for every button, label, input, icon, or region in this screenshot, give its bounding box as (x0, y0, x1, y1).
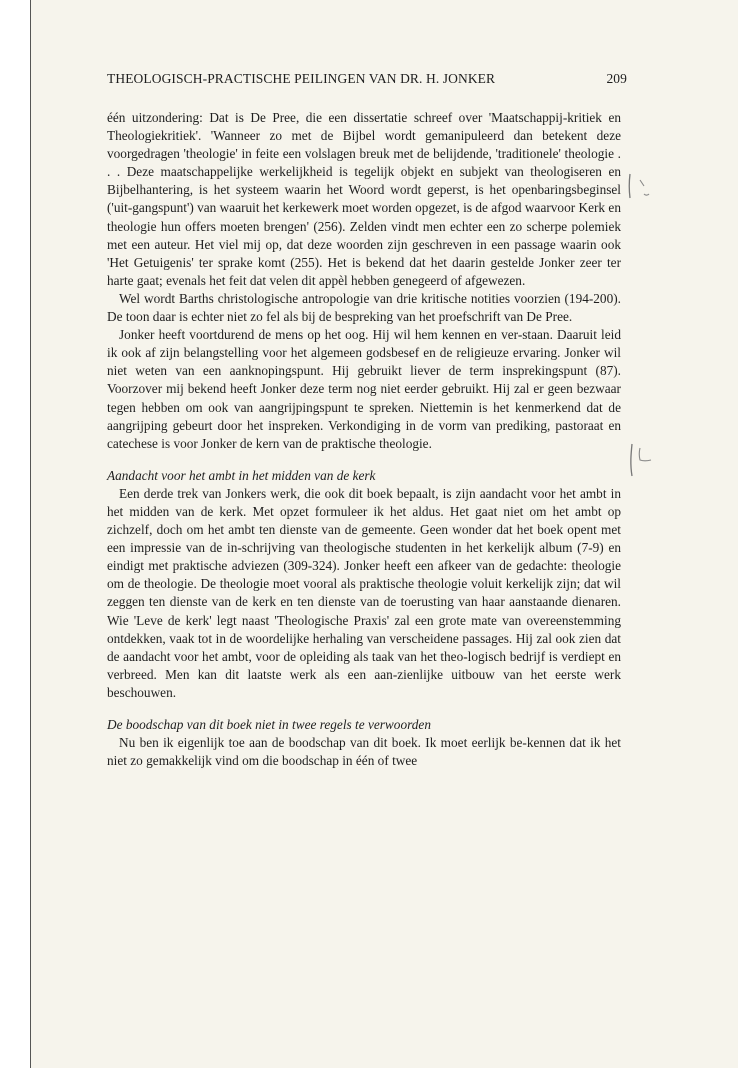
section-heading: Aandacht voor het ambt in het midden van de kerk (107, 467, 376, 483)
paragraph: Wel wordt Barths christologische antropologie van drie kritische notities voorzien (194-200). De toon daar is echter niet zo fel als bij de bespreking van het proefschrift van De Pree. (107, 290, 621, 325)
running-head (107, 71, 627, 87)
margin-annotation-mark (626, 440, 654, 484)
section-heading: De boodschap van dit boek niet in twee regels te verwoorden (107, 717, 431, 732)
page-number: 209 (606, 71, 627, 86)
paragraph: Nu ben ik eigenlijk toe aan de boodschap van dit boek. Ik moet eerlijk be-kennen dat ik het niet zo gemakkelijk vind om die boodschap in één of twee (107, 735, 621, 769)
running-head-title: THEOLOGISCH-PRACTISCHE PEILINGEN VAN DR. H. JONKER (107, 71, 496, 86)
body-text (107, 109, 621, 770)
paragraph: Een derde trek van Jonkers werk, die ook dit boek bepaalt, is zijn aandacht voor het ambt in het midden van de kerk. Met opzet formuleer ik het aldus. Het gaat niet om het ambt op zichzelf, doch om het ambt ten dienste van de gemeente. Geen wonder dat het boek opent met een impressie van de in-schrijving van theologische studenten in het kerkelijk album (7-9) en eindigt met praktische adviezen (309-324). Jonker heeft een afkeer van de gedachte: theologie om de theologie. De theologie moet vooral als praktische theologie voluit kerkelijk zijn; dat wil zeggen ten dienste van de kerk en ten dienste van de toerusting van haar aanstaande dienaren. Wie 'Leve de kerk' legt naast 'Theologische Praxis' zal een grote mate van overeenstemming ontdekken, vaak tot in de woordelijke herhaling van verscheidene passages. Hij zal ook zien dat de aandacht voor het ambt, voor de opleiding als taak van het theo-logisch bedrijf is verdiept en verbreed. Men kan dit laatste werk als een aan-zienlijke uitbouw van het eerste werk beschouwen. (107, 485, 621, 700)
paragraph: één uitzondering: Dat is De Pree, die een dissertatie schreef over 'Maatschappij-kritiek en Theologiekritiek'. 'Wanneer zo met de Bijbel wordt gemanipuleerd dan betekent deze voorgedragen 'theologie' in feite een volslagen breuk met de belijdende, 'traditionele' theologie . . . Deze maatschappelijke werkelijkheid is tegelijk objekt en subjekt van theologiseren en Bijbelhantering, is het systeem waarin het Woord wordt geperst, is het openbaringsbeginsel ('uit-gangspunt') van waaruit het kerkewerk moet worden opgezet, is de afgod waarvoor Kerk en theologie hun offers moeten brengen' (256). Zelden vindt men echter een zo scherpe polemiek met een auteur. Het viel mij op, dat deze woorden zijn geschreven in een passage waarin ook 'Het Getuigenis' ter sprake komt (255). Het is bekend dat het daarin gestelde Jonker zeer ter harte gaat; evenals het feit dat velen dit appèl hebben genegeerd of afgewezen. (107, 110, 621, 288)
margin-annotation-mark (626, 172, 650, 216)
page-edge (30, 0, 31, 1068)
paragraph: Jonker heeft voortdurend de mens op het oog. Hij wil hem kennen en ver-staan. Daaruit leid ik ook af zijn belangstelling voor het algemeen godsbesef en de religieuze ervaring. Jonker wil niet weten van een aanknopingspunt. Hij gebruikt liever de term insprekingspunt (87). Voorzover mij bekend heeft Jonker deze term nog niet eerder gebruikt. Hij zal er geen bezwaar tegen hebben om ook van aangrijpingspunt te spreken. Niettemin is het kenmerkend dat de aangrijping gebeurt door het inspreken. Verkondiging in de vorm van prediking, pastoraat en catechese is voor Jonker de kern van de praktische theologie. (107, 327, 621, 451)
